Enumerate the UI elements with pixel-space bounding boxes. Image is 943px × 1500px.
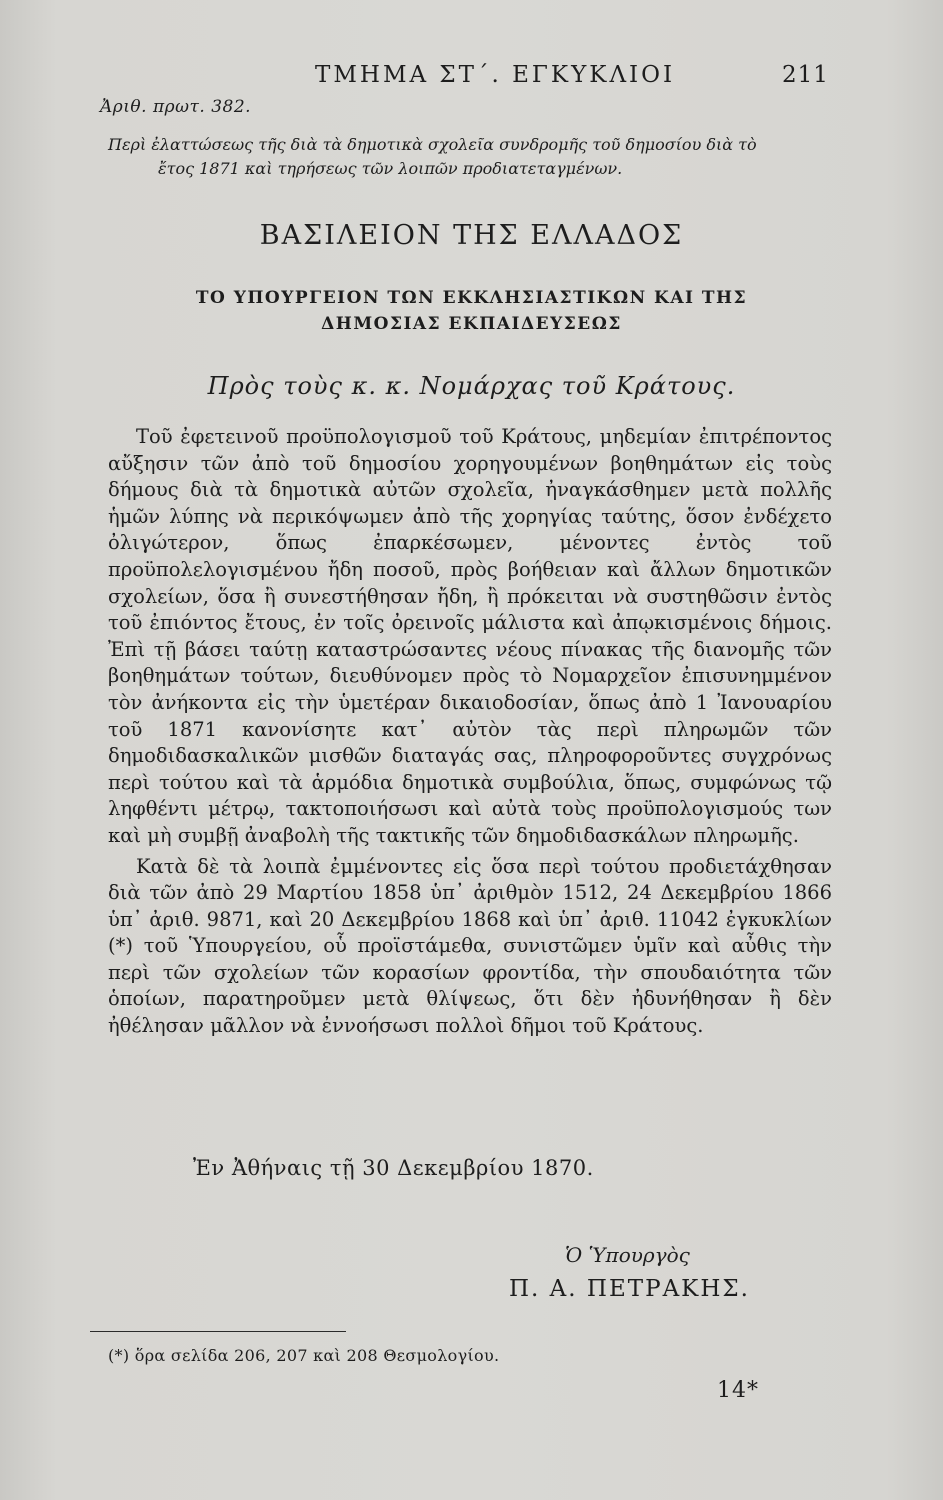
running-head-title: ΤΜΗΜΑ ΣΤ΄. ΕΓΚΥΚΛΙΟΙ <box>315 62 676 88</box>
body-paragraph-2: Κατὰ δὲ τὰ λοιπὰ ἐμμένοντες εἰς ὅσα περὶ τούτου προδιετάχθησαν διὰ τῶν ἀπὸ 29 Μαρτίου 1858 ὑπ᾿ ἀριθμὸν 1512, 24 Δεκεμβρίου 1866 ὑπ᾿ ἀριθ. 9871, καὶ 20 Δεκεμβρίου 1868 καὶ ὑπ᾿ ἀριθ. 11042 ἐγκυκλίων (*) τοῦ Ὑπουργείου, οὗ προϊστάμεθα, συνιστῶμεν ὑμῖν καὶ αὖθις τὴν περὶ τῶν σχολείων τῶν κορασίων φροντίδα, τὴν σπουδαιότητα τῶν ὁποίων, παρατηροῦμεν μετὰ θλίψεως, ὅτι δὲν ἠδυνήθησαν ἢ δὲν ἠθέλησαν μᾶλλον νὰ ἐννοήσωσι πολλοὶ δῆμοι τοῦ Κράτους. <box>108 854 832 1038</box>
circular-body <box>108 424 832 1040</box>
ministry-line-1: ΤΟ ΥΠΟΥΡΓΕΙΟΝ ΤΩΝ ΕΚΚΛΗΣΙΑΣΤΙΚΩΝ ΚΑΙ ΤΗΣ <box>195 288 748 308</box>
page-number: 211 <box>782 62 829 88</box>
printer-signature-mark: 14* <box>717 1378 759 1403</box>
body-paragraph-1: Τοῦ ἐφετεινοῦ προϋπολογισμοῦ τοῦ Κράτους, μηδεμίαν ἐπιτρέποντος αὔξησιν τῶν ἀπὸ τοῦ δημοσίου χορηγουμένων βοηθημάτων εἰς τοὺς δήμους διὰ τὰ δημοτικὰ αὐτῶν σχολεῖα, ἠναγκάσθημεν μετὰ πολλῆς ἡμῶν λύπης νὰ περικόψωμεν ἀπὸ τῆς χορηγίας ταύτης, ὅσον ἐνδέχετο ὀλιγώτερον, ὅπως ἐπαρκέσωμεν, μένοντες ἐντὸς τοῦ προϋπολελογισμένου ἤδη ποσοῦ, πρὸς βοήθειαν καὶ ἄλλων δημοτικῶν σχολείων, ὅσα ἢ συνεστήθησαν ἤδη, ἢ πρόκειται νὰ συστηθῶσιν ἐντὸς τοῦ ἐπιόντος ἔτους, ἐν τοῖς ὀρεινοῖς μάλιστα καὶ ἀπῳκισμένοις δήμοις. Ἐπὶ τῇ βάσει ταύτῃ καταστρώσαντες νέους πίνακας τῆς διανομῆς τῶν βοηθημάτων τούτων, διευθύνομεν πρὸς τὸ Νομαρχεῖον ἐπισυνημμένον τὸν ἀνήκοντα εἰς τὴν ὑμετέραν δικαιοδοσίαν, ὅπως ἀπὸ 1 Ἰανουαρίου τοῦ 1871 κανονίσητε κατ᾿ αὐτὸν τὰς περὶ πληρωμῶν τῶν δημοδιδασκαλικῶν μισθῶν διαταγάς σας, πληροφοροῦντες συγχρόνως περὶ τούτου καὶ τὰ ἁρμόδια δημοτικὰ συμβούλια, ὅπως, συμφώνως τῷ ληφθέντι μέτρῳ, τακτοποιήσωσι καὶ αὐτὰ τοὺς προϋπολογισμούς των καὶ μὴ συμβῇ ἀναβολὴ τῆς τακτικῆς τῶν δημοδιδασκάλων πληρωμῆς. <box>108 425 832 847</box>
ministry-heading <box>160 285 783 337</box>
addressee-line: Πρὸς τοὺς κ. κ. Νομάρχας τοῦ Κράτους. <box>207 372 736 400</box>
circular-subject <box>108 133 834 181</box>
footnote-divider <box>90 1331 346 1332</box>
subject-line-1: Περὶ ἐλαττώσεως τῆς διὰ τὰ δημοτικὰ σχολεῖα συνδρομῆς τοῦ δημοσίου διὰ τὸ <box>108 135 757 154</box>
footnote: (*) ὅρα σελίδα 206, 207 καὶ 208 Θεσμολογίου. <box>108 1346 500 1365</box>
kingdom-heading: ΒΑΣΙΛΕΙΟΝ ΤΗΣ ΕΛΛΑΔΟΣ <box>259 220 684 251</box>
subject-line-2: ἔτος 1871 καὶ τηρήσεως τῶν λοιπῶν προδιατεταγμένων. <box>158 159 623 178</box>
ministry-line-2: ΔΗΜΟΣΙΑΣ ΕΚΠΑΙΔΕΥΣΕΩΣ <box>321 314 622 334</box>
protocol-number: Ἀριθ. πρωτ. 382. <box>100 97 252 117</box>
signatory-name: Π. Α. ΠΕΤΡΑΚΗΣ. <box>509 1276 750 1302</box>
date-line: Ἐν Ἀθήναις τῇ 30 Δεκεμβρίου 1870. <box>193 1156 594 1180</box>
signatory-role: Ὁ Ὑπουργὸς <box>565 1243 690 1267</box>
